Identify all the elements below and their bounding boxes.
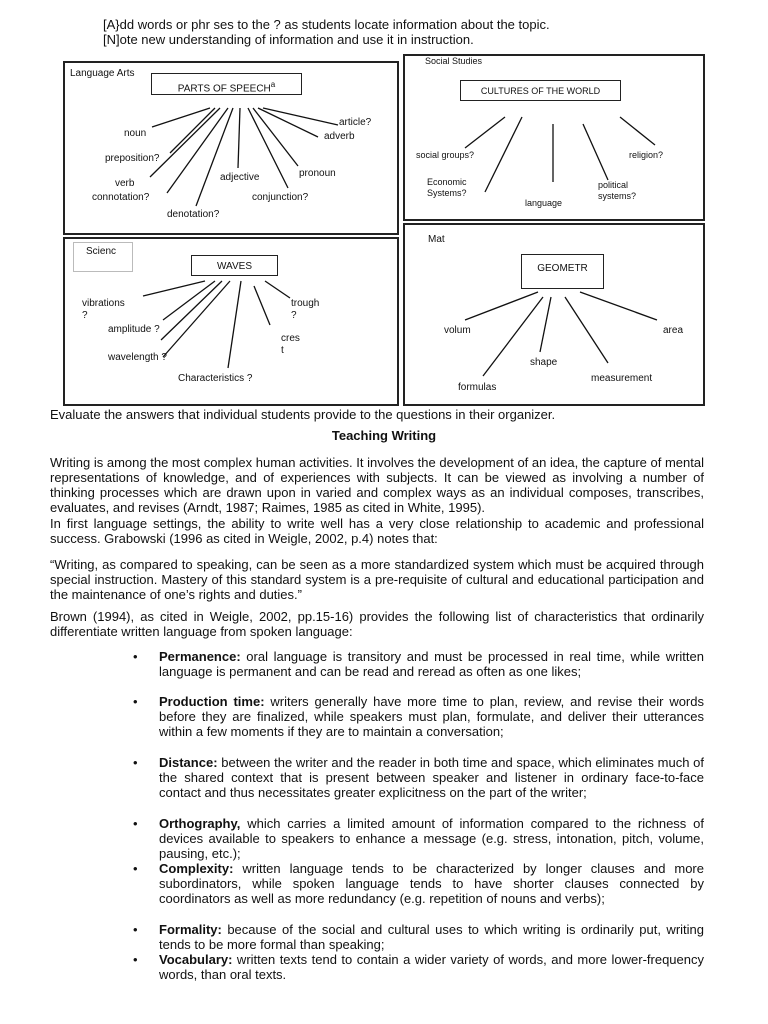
header-line-2: [N]ote new understanding of information and use it in instruction. bbox=[103, 32, 474, 47]
topic-title-box bbox=[521, 254, 604, 289]
bullet-text: between the writer and the reader in both time and space, which eliminates much of the shared context that is present between speaker and listener in ordinary face-to-face contact and thus necessitates greater explicitness on the part of the writer; bbox=[159, 755, 704, 800]
branch-label: verb bbox=[115, 178, 135, 189]
branch-label: cres t bbox=[281, 333, 300, 356]
bullet-item bbox=[159, 952, 704, 982]
bullet-marker: • bbox=[133, 952, 138, 967]
branch-label: vibrations ? bbox=[82, 298, 125, 321]
branch-label: article? bbox=[339, 117, 372, 128]
branch-label: adverb bbox=[324, 131, 355, 142]
bullet-term: Vocabulary: bbox=[159, 952, 233, 967]
bullet-term: Distance: bbox=[159, 755, 218, 770]
branch-label: political systems? bbox=[598, 180, 637, 201]
bullet-item bbox=[159, 649, 704, 679]
bullet-marker: • bbox=[133, 861, 138, 876]
bullet-marker: • bbox=[133, 755, 138, 770]
branch-label: amplitude ? bbox=[108, 324, 160, 335]
bullet-item bbox=[159, 816, 704, 861]
branch-label: Characteristics ? bbox=[178, 373, 253, 384]
branch-label: social groups? bbox=[416, 150, 475, 160]
branch-label: measurement bbox=[591, 373, 653, 384]
branch-label: wavelength ? bbox=[108, 352, 167, 363]
paragraph: In first language settings, the ability to write well has a very close relationship to academic and professional success. Grabowski (1996 as cited in Weigle, 2002, p.4) notes that: bbox=[50, 516, 704, 546]
topic-title: CULTURES OF THE WORLD bbox=[480, 86, 601, 96]
bullet-item bbox=[159, 861, 704, 906]
topic-title-box bbox=[191, 255, 278, 276]
bullet-marker: • bbox=[133, 694, 138, 709]
branch-label: pronoun bbox=[299, 168, 336, 179]
branch-label: language bbox=[525, 198, 563, 208]
topic-title: WAVES bbox=[216, 261, 252, 272]
evaluate-instruction: Evaluate the answers that individual students provide to the questions in their organizer. bbox=[50, 407, 556, 422]
header-line-1: [A}dd words or phr ses to the ? as students locate information about the topic. bbox=[103, 17, 550, 32]
bullet-term: Complexity: bbox=[159, 861, 234, 876]
branch-label: formulas bbox=[458, 382, 497, 393]
topic-title: GEOMETR bbox=[537, 263, 588, 274]
bullet-term: Orthography, bbox=[159, 816, 241, 831]
bullet-text: writers generally have more time to plan, review, and revise their words before they are finalized, while speakers must plan, formulate, and deliver their utterances within a few moments if they are to maintain a conversation; bbox=[159, 694, 704, 739]
bullet-item bbox=[159, 694, 704, 739]
quote-paragraph: “Writing, as compared to speaking, can be seen as a more standardized system which must be acquired through special instruction. Mastery of this standard system is a pre-requisite of cultural and educational participation and the maintenance of one’s rights and duties.” bbox=[50, 557, 704, 602]
bullet-marker: • bbox=[133, 816, 138, 831]
subject-label-social-studies: Social Studies bbox=[425, 56, 483, 66]
branch-label: connotation? bbox=[92, 192, 150, 203]
branch-label: Economic Systems? bbox=[427, 177, 467, 198]
bullet-marker: • bbox=[133, 922, 138, 937]
bullet-text: oral language is transitory and must be processed in real time, while written language is permanent and can be read and reread as often as one likes; bbox=[159, 649, 704, 679]
branch-label: religion? bbox=[629, 150, 664, 160]
branch-label: shape bbox=[530, 357, 558, 368]
bullet-text: written language tends to be characterized by longer clauses and more subordinators, while spoken language tends to have shorter clauses connected by coordinators as well as more redundancy (e.g. repetition of nouns and verbs); bbox=[159, 861, 704, 906]
paragraph: Writing is among the most complex human activities. It involves the development of an idea, the capture of mental representations of knowledge, and of experiences with subjects. It can be viewed as involving a number of thinking processes which are drawn upon in varied and complex ways as an individual composes, transcribes, evaluates, and revises (Arndt, 1987; Raimes, 1985 as cited in White, 1995). bbox=[50, 455, 704, 515]
branch-label: volum bbox=[444, 325, 471, 336]
bullet-text: written texts tend to contain a wider variety of words, and more lower-frequency words, than oral texts. bbox=[159, 952, 704, 982]
branch-label: trough ? bbox=[291, 298, 320, 321]
paragraph: Brown (1994), as cited in Weigle, 2002, pp.15-16) provides the following list of characteristics that ordinarily differentiate written language from spoken language: bbox=[50, 609, 704, 639]
subject-label-science: Scienc bbox=[86, 246, 117, 257]
branch-label: area bbox=[663, 325, 684, 336]
branch-label: preposition? bbox=[105, 153, 160, 164]
bullet-text: which carries a limited amount of information compared to the richness of devices available to speakers to enhance a message (e.g. stress, intonation, pitch, volume, pausing, etc.); bbox=[159, 816, 704, 861]
subject-label-math: Mat bbox=[428, 234, 445, 245]
topic-title-box bbox=[151, 73, 302, 95]
branch-label: denotation? bbox=[167, 209, 220, 220]
branch-label: adjective bbox=[220, 172, 260, 183]
bullet-term: Permanence: bbox=[159, 649, 241, 664]
section-title: Teaching Writing bbox=[331, 428, 437, 443]
topic-title-superscript: a bbox=[270, 80, 276, 89]
bullet-marker: • bbox=[133, 649, 138, 664]
bullet-item bbox=[159, 755, 704, 800]
branch-label: conjunction? bbox=[252, 192, 309, 203]
bullet-item bbox=[159, 922, 704, 952]
branch-label: noun bbox=[124, 128, 147, 139]
bullet-term: Production time: bbox=[159, 694, 265, 709]
topic-title-box bbox=[460, 80, 621, 101]
subject-label-language-arts: Language Arts bbox=[70, 68, 135, 79]
bullet-term: Formality: bbox=[159, 922, 222, 937]
bullet-text: because of the social and cultural uses to which writing is ordinarily put, writing tends to be more formal than speaking; bbox=[159, 922, 704, 952]
topic-title: PARTS OF SPEECH bbox=[177, 83, 271, 95]
